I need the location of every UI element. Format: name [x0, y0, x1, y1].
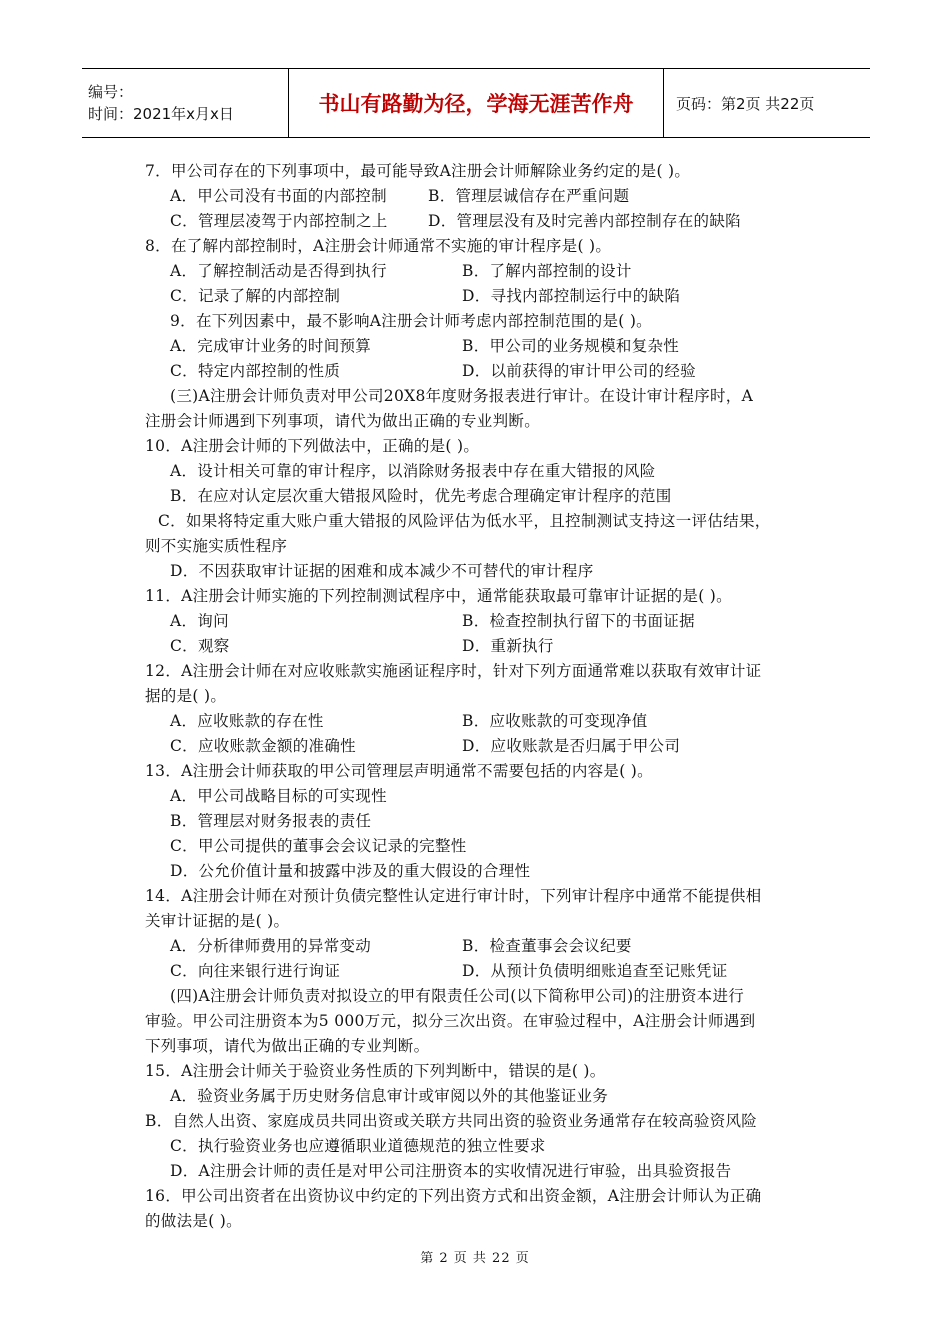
question-7: 7．甲公司存在的下列事项中，最可能导致A注册会计师解除业务约定的是( )。	[145, 162, 691, 180]
option-c: C．如果将特定重大账户重大错报的风险评估为低水平，且控制测试支持这一评估结果，	[158, 512, 771, 530]
option-a: A．甲公司没有书面的内部控制	[170, 187, 387, 205]
option-c: C．向往来银行进行询证	[170, 962, 341, 980]
option-c: C．记录了解的内部控制	[170, 287, 341, 305]
motto-text: 书山有路勤为径，学海无涯苦作舟	[318, 92, 634, 116]
header-info	[82, 69, 289, 137]
option-b: B．管理层诚信存在严重问题	[428, 187, 630, 205]
option-d: D．管理层没有及时完善内部控制存在的缺陷	[428, 212, 741, 230]
question-14: 14．A注册会计师在对预计负债完整性认定进行审计时，下列审计程序中通常不能提供相	[145, 887, 762, 905]
option-a: A．了解控制活动是否得到执行	[170, 262, 387, 280]
option-d: D．不因获取审计证据的困难和成本减少不可替代的审计程序	[170, 562, 594, 580]
question-13: 13．A注册会计师获取的甲公司管理层声明通常不需要包括的内容是( )。	[145, 762, 653, 780]
question-16: 16．甲公司出资者在出资协议中约定的下列出资方式和出资金额，A注册会计师认为正确	[145, 1187, 762, 1205]
option-b: B．管理层对财务报表的责任	[170, 812, 372, 830]
option-b: B．甲公司的业务规模和复杂性	[462, 337, 680, 355]
question-10: 10．A注册会计师的下列做法中，正确的是( )。	[145, 437, 480, 455]
section-3-intro: (三)A注册会计师负责对甲公司20X8年度财务报表进行审计。在设计审计程序时，A	[170, 387, 754, 405]
option-d: D．重新执行	[462, 637, 554, 655]
question-11: 11．A注册会计师实施的下列控制测试程序中，通常能获取最可靠审计证据的是( )。	[145, 587, 732, 605]
option-c: C．特定内部控制的性质	[170, 362, 341, 380]
option-c: C．管理层凌驾于内部控制之上	[170, 212, 388, 230]
option-b: B．自然人出资、家庭成员共同出资或关联方共同出资的验资业务通常存在较高验资风险	[145, 1112, 758, 1130]
option-c: C．执行验资业务也应遵循职业道德规范的独立性要求	[170, 1137, 546, 1155]
option-b: B．检查控制执行留下的书面证据	[462, 612, 695, 630]
section-4-intro-cont2: 下列事项，请代为做出正确的专业判断。	[145, 1037, 430, 1055]
question-15: 15．A注册会计师关于验资业务性质的下列判断中，错误的是( )。	[145, 1062, 606, 1080]
page-number: 页码：第2页 共22页	[676, 94, 815, 113]
header-motto	[289, 69, 664, 137]
question-12: 12．A注册会计师在对应收账款实施函证程序时，针对下列方面通常难以获取有效审计证	[145, 662, 762, 680]
option-a: A．分析律师费用的异常变动	[170, 937, 372, 955]
section-4-intro: (四)A注册会计师负责对拟设立的甲有限责任公司(以下简称甲公司)的注册资本进行	[170, 987, 745, 1005]
header-page-info	[664, 69, 870, 137]
option-b: B．在应对认定层次重大错报风险时，优先考虑合理确定审计程序的范围	[170, 487, 672, 505]
option-d: D．A注册会计师的责任是对甲公司注册资本的实收情况进行审验，出具验资报告	[170, 1162, 732, 1180]
option-b: B．应收账款的可变现净值	[462, 712, 648, 730]
option-c: C．应收账款金额的准确性	[170, 737, 356, 755]
option-b: B．了解内部控制的设计	[462, 262, 632, 280]
option-d: D．公允价值计量和披露中涉及的重大假设的合理性	[170, 862, 531, 880]
page-footer: 第 2 页 共 22 页	[420, 1251, 530, 1266]
document-code: 编号：	[88, 83, 134, 101]
option-b: B．检查董事会会议纪要	[462, 937, 632, 955]
option-a: A．完成审计业务的时间预算	[170, 337, 372, 355]
option-a: A．验资业务属于历史财务信息审计或审阅以外的其他鉴证业务	[170, 1087, 609, 1105]
option-a: A．设计相关可靠的审计程序，以消除财务报表中存在重大错报的风险	[170, 462, 656, 480]
question-14-cont: 关审计证据的是( )。	[145, 912, 290, 930]
option-d: D．寻找内部控制运行中的缺陷	[462, 287, 681, 305]
question-8: 8．在了解内部控制时，A注册会计师通常不实施的审计程序是( )。	[145, 237, 612, 255]
option-a: A．询问	[170, 612, 229, 630]
section-3-intro-cont: 注册会计师遇到下列事项，请代为做出正确的专业判断。	[145, 412, 541, 430]
question-9: 9．在下列因素中，最不影响A注册会计师考虑内部控制范围的是( )。	[170, 312, 652, 330]
option-c-cont: 则不实施实质性程序	[145, 537, 288, 555]
option-d: D．从预计负债明细账追查至记账凭证	[462, 962, 728, 980]
document-date: 时间：2021年x月x日	[88, 105, 234, 123]
option-c: C．观察	[170, 637, 230, 655]
option-d: D．以前获得的审计甲公司的经验	[462, 362, 696, 380]
question-16-cont: 的做法是( )。	[145, 1212, 242, 1230]
option-a: A．甲公司战略目标的可实现性	[170, 787, 387, 805]
question-12-cont: 据的是( )。	[145, 687, 227, 705]
page-header	[82, 68, 870, 138]
option-c: C．甲公司提供的董事会会议记录的完整性	[170, 837, 467, 855]
option-a: A．应收账款的存在性	[170, 712, 324, 730]
option-d: D．应收账款是否归属于甲公司	[462, 737, 681, 755]
section-4-intro-cont: 审验。甲公司注册资本为5 000万元，拟分三次出资。在审验过程中，A注册会计师遇到	[145, 1012, 756, 1030]
